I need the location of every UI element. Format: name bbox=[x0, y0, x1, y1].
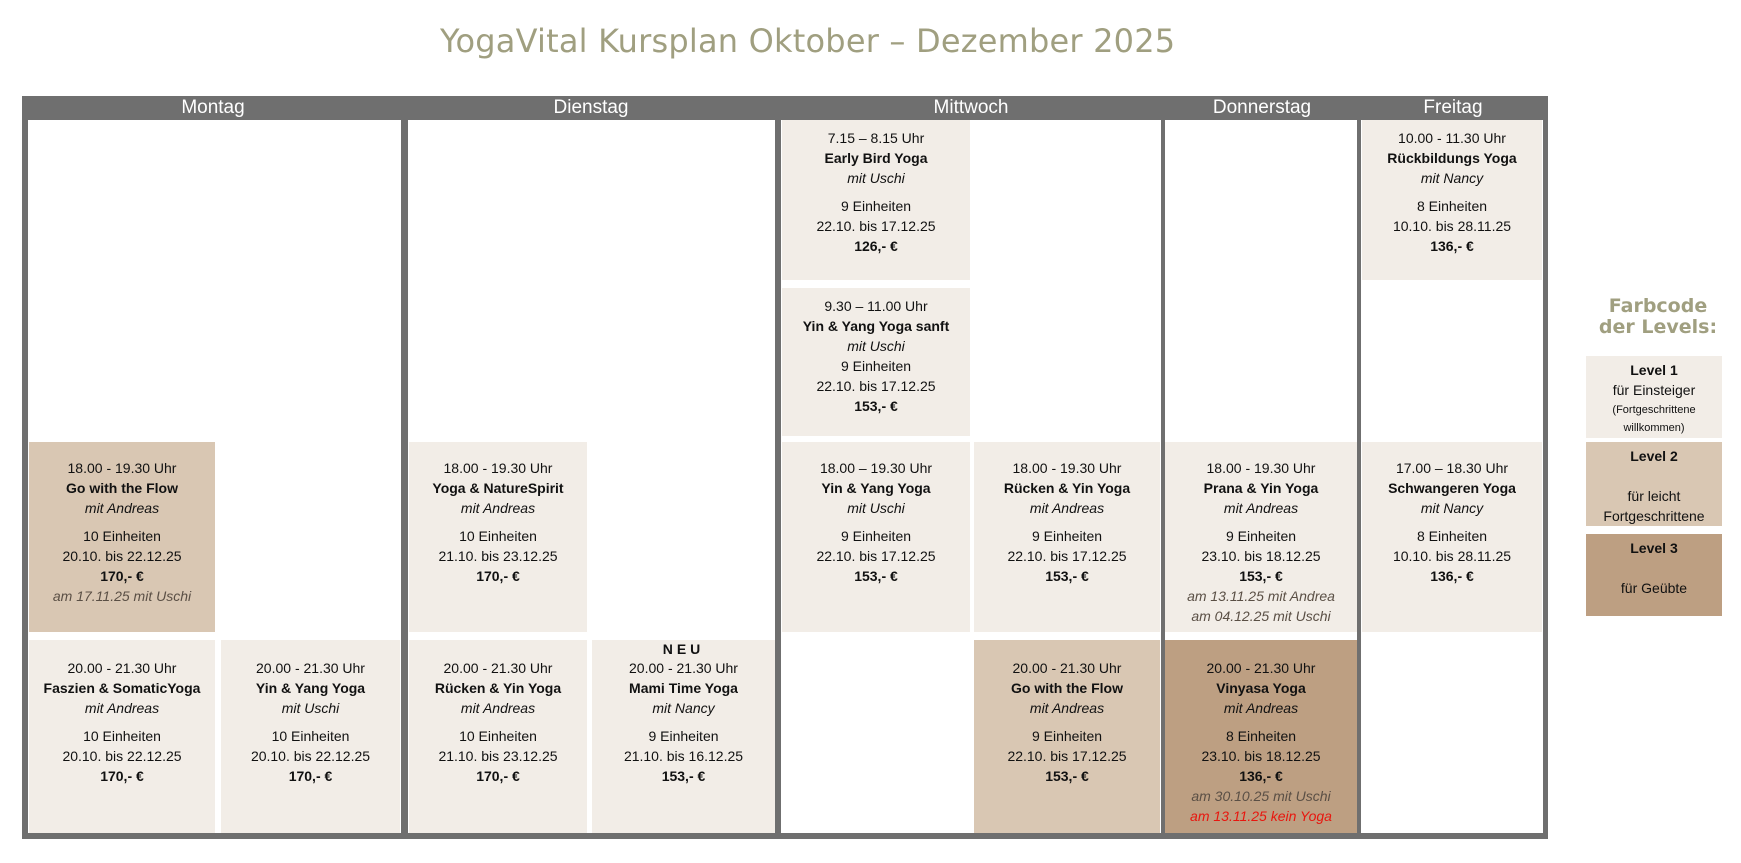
course-card bbox=[1362, 120, 1542, 280]
course-name: Yin & Yang Yoga bbox=[821, 480, 931, 496]
course-name: Schwangeren Yoga bbox=[1388, 480, 1516, 496]
course-name: Mami Time Yoga bbox=[629, 680, 738, 696]
course-note: am 04.12.25 mit Uschi bbox=[1191, 608, 1331, 624]
legend-level-name: Level 1 bbox=[1630, 362, 1678, 378]
course-card bbox=[782, 120, 970, 280]
course-card bbox=[782, 288, 970, 436]
course-name: Go with the Flow bbox=[66, 480, 178, 496]
course-dates: 22.10. bis 17.12.25 bbox=[816, 378, 936, 394]
course-card bbox=[409, 442, 587, 632]
day-header-freitag: Freitag bbox=[1423, 97, 1483, 118]
course-name: Prana & Yin Yoga bbox=[1203, 480, 1319, 496]
course-time: 20.00 - 21.30 Uhr bbox=[256, 660, 365, 676]
course-units: 9 Einheiten bbox=[1225, 528, 1297, 544]
course-time: 17.00 – 18.30 Uhr bbox=[1395, 460, 1509, 476]
course-dates: 22.10. bis 17.12.25 bbox=[816, 218, 936, 234]
day-header-donnerstag: Donnerstag bbox=[1212, 97, 1312, 118]
course-card bbox=[974, 640, 1160, 833]
course-card bbox=[29, 640, 215, 833]
course-teacher: mit Andreas bbox=[460, 500, 536, 516]
course-units: 9 Einheiten bbox=[840, 198, 912, 214]
course-teacher: mit Andreas bbox=[1223, 700, 1299, 716]
course-name: Vinyasa Yoga bbox=[1216, 680, 1306, 696]
legend-level-name: Level 2 bbox=[1630, 448, 1678, 464]
day-header-montag: Montag bbox=[181, 97, 245, 118]
course-dates: 10.10. bis 28.11.25 bbox=[1392, 548, 1512, 564]
day-header-mittwoch: Mittwoch bbox=[933, 97, 1009, 118]
course-name: Yin & Yang Yoga sanft bbox=[802, 318, 950, 334]
course-teacher: mit Andreas bbox=[1029, 700, 1105, 716]
course-units: 10 Einheiten bbox=[459, 528, 537, 544]
course-name: Go with the Flow bbox=[1011, 680, 1123, 696]
course-card bbox=[782, 442, 970, 632]
course-units: 9 Einheiten bbox=[840, 528, 912, 544]
course-note: am 13.11.25 mit Andrea bbox=[1187, 588, 1335, 604]
course-card bbox=[1165, 442, 1357, 632]
course-note: am 17.11.25 mit Uschi bbox=[52, 588, 192, 604]
course-price: 170,- € bbox=[100, 568, 144, 584]
legend-level-desc: für leicht bbox=[1627, 488, 1681, 504]
legend-level-name: Level 3 bbox=[1630, 540, 1678, 556]
course-time: 9.30 – 11.00 Uhr bbox=[824, 298, 928, 314]
course-name: Yoga & NatureSpirit bbox=[432, 480, 564, 496]
course-units: 8 Einheiten bbox=[1225, 728, 1297, 744]
course-units: 9 Einheiten bbox=[840, 358, 912, 374]
course-dates: 22.10. bis 17.12.25 bbox=[1007, 548, 1127, 564]
course-price: 153,- € bbox=[1045, 568, 1089, 584]
course-units: 10 Einheiten bbox=[271, 728, 350, 744]
course-dates: 21.10. bis 23.12.25 bbox=[438, 748, 558, 764]
course-units: 9 Einheiten bbox=[648, 728, 719, 744]
legend-level-desc: für Geübte bbox=[1620, 580, 1688, 596]
course-price: 170,- € bbox=[476, 768, 520, 784]
course-name: Rücken & Yin Yoga bbox=[434, 680, 562, 696]
course-cancellation-note: am 13.11.25 kein Yoga bbox=[1190, 808, 1332, 824]
legend-title-line: Farbcode bbox=[1608, 295, 1708, 317]
course-dates: 22.10. bis 17.12.25 bbox=[816, 548, 936, 564]
course-units: 10 Einheiten bbox=[83, 528, 161, 544]
course-card bbox=[29, 442, 215, 632]
course-teacher: mit Andreas bbox=[84, 700, 160, 716]
course-time: 20.00 - 21.30 Uhr bbox=[1206, 660, 1316, 676]
legend-level-1 bbox=[1586, 356, 1722, 438]
course-price: 153,- € bbox=[854, 398, 898, 414]
course-teacher: mit Uschi bbox=[847, 500, 905, 516]
course-price: 136,- € bbox=[1430, 238, 1474, 254]
course-time: 10.00 - 11.30 Uhr bbox=[1398, 130, 1506, 146]
course-time: 18.00 – 19.30 Uhr bbox=[819, 460, 933, 476]
day-header-dienstag: Dienstag bbox=[553, 97, 629, 118]
course-card bbox=[974, 442, 1160, 632]
course-price: 153,- € bbox=[661, 768, 706, 784]
course-units: 9 Einheiten bbox=[1031, 528, 1103, 544]
course-teacher: mit Andreas bbox=[460, 700, 536, 716]
course-teacher: mit Uschi bbox=[847, 338, 905, 354]
course-time: 20.00 - 21.30 Uhr bbox=[67, 660, 177, 676]
legend-level-note: (Fortgeschrittene bbox=[1612, 404, 1696, 416]
course-name: Early Bird Yoga bbox=[824, 150, 928, 166]
course-units: 10 Einheiten bbox=[83, 728, 161, 744]
course-card bbox=[1362, 442, 1542, 632]
course-note: am 30.10.25 mit Uschi bbox=[1191, 788, 1331, 804]
course-price: 153,- € bbox=[854, 568, 898, 584]
legend-level-2 bbox=[1586, 442, 1722, 526]
course-units: 9 Einheiten bbox=[1031, 728, 1103, 744]
course-dates: 23.10. bis 18.12.25 bbox=[1201, 548, 1321, 564]
legend-level-desc: Fortgeschrittene bbox=[1603, 508, 1705, 524]
course-name: Rückbildungs Yoga bbox=[1387, 150, 1517, 166]
course-card bbox=[1165, 640, 1357, 833]
course-teacher: mit Uschi bbox=[847, 170, 905, 186]
course-card bbox=[592, 640, 775, 833]
course-price: 136,- € bbox=[1239, 768, 1283, 784]
course-dates: 21.10. bis 16.12.25 bbox=[623, 748, 744, 764]
course-dates: 21.10. bis 23.12.25 bbox=[438, 548, 558, 564]
course-dates: 23.10. bis 18.12.25 bbox=[1201, 748, 1321, 764]
legend-level-desc: für Einsteiger bbox=[1612, 382, 1696, 398]
legend-level-3 bbox=[1586, 534, 1722, 616]
legend-title-line: der Levels: bbox=[1598, 316, 1718, 338]
course-teacher: mit Nancy bbox=[1420, 170, 1484, 186]
course-price: 170,- € bbox=[288, 768, 333, 784]
course-name: Faszien & SomaticYoga bbox=[43, 680, 201, 696]
course-dates: 20.10. bis 22.12.25 bbox=[250, 748, 371, 764]
course-units: 10 Einheiten bbox=[459, 728, 537, 744]
course-dates: 22.10. bis 17.12.25 bbox=[1007, 748, 1127, 764]
legend-level-note: willkommen) bbox=[1623, 422, 1685, 434]
course-units: 8 Einheiten bbox=[1416, 198, 1488, 214]
course-time: 20.00 - 21.30 Uhr bbox=[629, 660, 738, 676]
new-badge: NEU bbox=[662, 641, 705, 657]
course-teacher: mit Andreas bbox=[84, 500, 160, 516]
course-time: 18.00 - 19.30 Uhr bbox=[1012, 460, 1122, 476]
course-time: 20.00 - 21.30 Uhr bbox=[443, 660, 553, 676]
course-time: 18.00 - 19.30 Uhr bbox=[443, 460, 553, 476]
course-time: 18.00 - 19.30 Uhr bbox=[1206, 460, 1316, 476]
course-card bbox=[409, 640, 587, 833]
course-dates: 20.10. bis 22.12.25 bbox=[62, 548, 182, 564]
course-name: Rücken & Yin Yoga bbox=[1003, 480, 1131, 496]
course-price: 170,- € bbox=[100, 768, 144, 784]
course-teacher: mit Andreas bbox=[1223, 500, 1299, 516]
course-dates: 10.10. bis 28.11.25 bbox=[1392, 218, 1512, 234]
course-price: 153,- € bbox=[1239, 568, 1283, 584]
course-time: 7.15 – 8.15 Uhr bbox=[827, 130, 925, 146]
course-card bbox=[221, 640, 400, 833]
course-teacher: mit Uschi bbox=[281, 700, 340, 716]
course-teacher: mit Andreas bbox=[1029, 500, 1105, 516]
course-price: 153,- € bbox=[1045, 768, 1089, 784]
course-dates: 20.10. bis 22.12.25 bbox=[62, 748, 182, 764]
course-time: 20.00 - 21.30 Uhr bbox=[1012, 660, 1122, 676]
course-schedule bbox=[22, 96, 1548, 839]
legend-title bbox=[1583, 296, 1733, 338]
course-teacher: mit Nancy bbox=[1420, 500, 1484, 516]
course-price: 136,- € bbox=[1430, 568, 1474, 584]
course-name: Yin & Yang Yoga bbox=[255, 680, 366, 696]
course-price: 170,- € bbox=[476, 568, 520, 584]
course-teacher: mit Nancy bbox=[652, 700, 715, 716]
course-units: 8 Einheiten bbox=[1416, 528, 1488, 544]
page-title: YogaVital Kursplan Oktober – Dezember 2025 bbox=[440, 22, 1176, 60]
course-price: 126,- € bbox=[854, 238, 898, 254]
course-time: 18.00 - 19.30 Uhr bbox=[67, 460, 177, 476]
